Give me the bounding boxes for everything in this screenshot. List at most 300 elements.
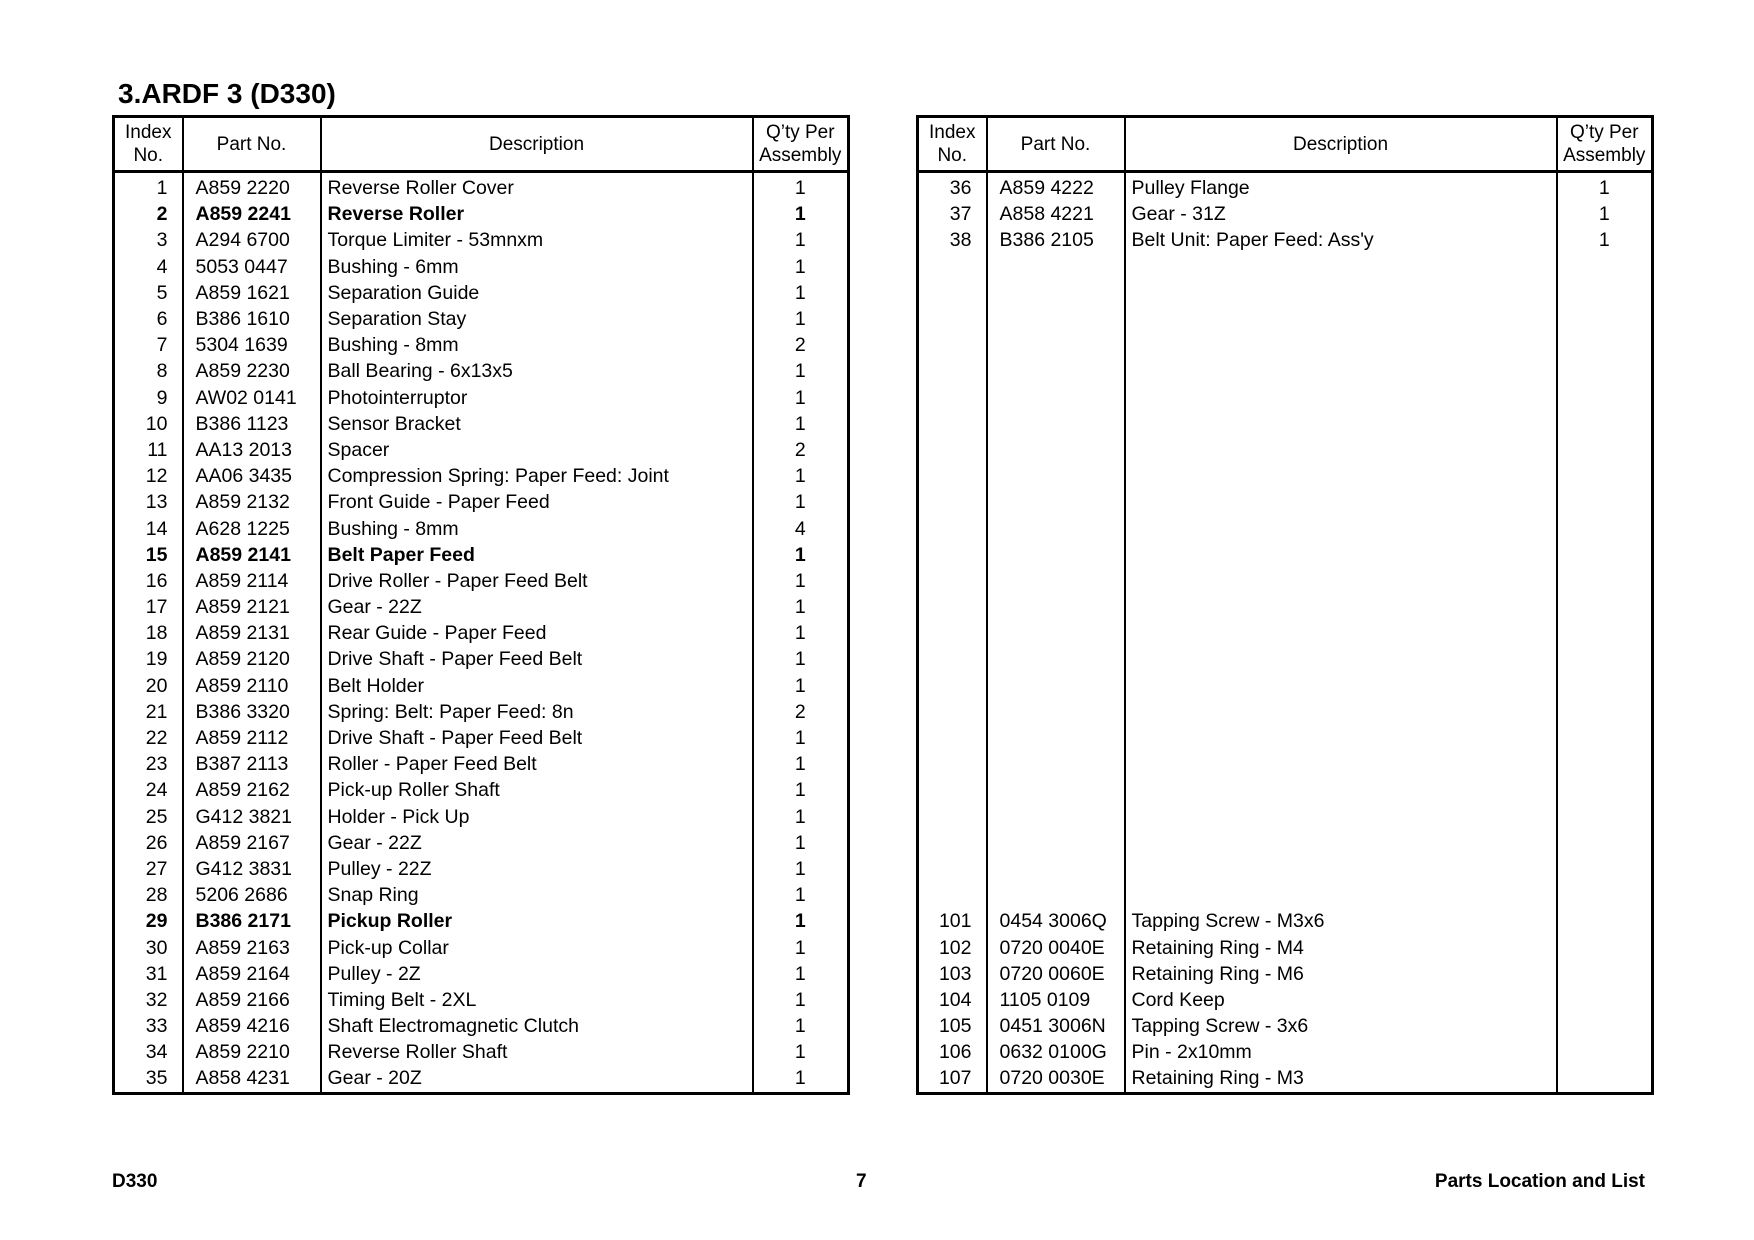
quantity-cell bbox=[1557, 568, 1653, 594]
quantity-cell bbox=[1557, 908, 1653, 934]
quantity-cell: 2 bbox=[794, 334, 806, 357]
description-cell: Gear - 22Z bbox=[321, 830, 753, 856]
part-number-cell: A859 2210 bbox=[183, 1039, 321, 1065]
index-cell: 4 bbox=[114, 254, 183, 280]
header-index: Index No. bbox=[114, 117, 183, 172]
parts-table-left-body bbox=[114, 172, 849, 1094]
index-cell: 38 bbox=[918, 227, 987, 253]
quantity-cell bbox=[1557, 280, 1653, 306]
description-cell: Compression Spring: Paper Feed: Joint bbox=[321, 463, 753, 489]
description-cell: Pick-up Collar bbox=[321, 934, 753, 960]
quantity-cell: 2 bbox=[794, 700, 806, 723]
index-cell: 20 bbox=[114, 673, 183, 699]
quantity-cell: 1 bbox=[794, 910, 806, 933]
part-number-cell bbox=[987, 332, 1125, 358]
quantity-cell bbox=[1557, 856, 1653, 882]
quantity-cell bbox=[1557, 358, 1653, 384]
quantity-cell: 1 bbox=[794, 1067, 806, 1090]
description-cell: Roller - Paper Feed Belt bbox=[321, 751, 753, 777]
index-cell bbox=[918, 725, 987, 751]
index-cell bbox=[918, 804, 987, 830]
table-row bbox=[114, 515, 849, 541]
table-row bbox=[114, 437, 849, 463]
table-row bbox=[114, 332, 849, 358]
table-row bbox=[918, 280, 1653, 306]
description-cell: Gear - 31Z bbox=[1125, 201, 1557, 227]
index-cell: 29 bbox=[114, 908, 183, 934]
quantity-cell: 4 bbox=[794, 517, 806, 540]
part-number-cell: A859 2164 bbox=[183, 961, 321, 987]
quantity-cell: 1 bbox=[794, 308, 806, 331]
quantity-cell: 1 bbox=[1598, 229, 1610, 252]
part-number-cell bbox=[987, 673, 1125, 699]
description-cell bbox=[1125, 280, 1557, 306]
quantity-cell: 2 bbox=[794, 438, 806, 461]
table-row bbox=[114, 646, 849, 672]
description-cell: Timing Belt - 2XL bbox=[321, 987, 753, 1013]
part-number-cell: A859 2167 bbox=[183, 830, 321, 856]
quantity-cell bbox=[1557, 777, 1653, 803]
description-cell bbox=[1125, 385, 1557, 411]
description-cell: Retaining Ring - M6 bbox=[1125, 961, 1557, 987]
part-number-cell bbox=[987, 751, 1125, 777]
table-row bbox=[114, 280, 849, 306]
index-cell: 37 bbox=[918, 201, 987, 227]
table-row bbox=[918, 751, 1653, 777]
index-cell: 5 bbox=[114, 280, 183, 306]
header-description: Description bbox=[1125, 117, 1557, 172]
description-cell: Ball Bearing - 6x13x5 bbox=[321, 358, 753, 384]
index-cell: 105 bbox=[918, 1013, 987, 1039]
description-cell: Tapping Screw - M3x6 bbox=[1125, 908, 1557, 934]
description-cell: Reverse Roller Shaft bbox=[321, 1039, 753, 1065]
description-cell: Separation Guide bbox=[321, 280, 753, 306]
index-cell bbox=[918, 332, 987, 358]
table-row bbox=[918, 437, 1653, 463]
index-cell: 12 bbox=[114, 463, 183, 489]
table-row bbox=[918, 777, 1653, 803]
part-number-cell bbox=[987, 542, 1125, 568]
description-cell: Pin - 2x10mm bbox=[1125, 1039, 1557, 1065]
index-cell: 19 bbox=[114, 646, 183, 672]
description-cell: Cord Keep bbox=[1125, 987, 1557, 1013]
description-cell: Drive Shaft - Paper Feed Belt bbox=[321, 725, 753, 751]
description-cell bbox=[1125, 673, 1557, 699]
part-number-cell: 0454 3006Q bbox=[987, 908, 1125, 934]
index-cell: 7 bbox=[114, 332, 183, 358]
table-row bbox=[918, 489, 1653, 515]
table-row bbox=[918, 172, 1653, 202]
index-cell bbox=[918, 620, 987, 646]
part-number-cell: A859 2166 bbox=[183, 987, 321, 1013]
table-row bbox=[918, 515, 1653, 541]
table-row bbox=[918, 646, 1653, 672]
quantity-cell bbox=[1557, 751, 1653, 777]
table-row bbox=[114, 1013, 849, 1039]
quantity-cell: 1 bbox=[794, 884, 806, 907]
description-cell bbox=[1125, 620, 1557, 646]
index-cell bbox=[918, 699, 987, 725]
index-cell: 32 bbox=[114, 987, 183, 1013]
part-number-cell bbox=[987, 725, 1125, 751]
index-cell: 11 bbox=[114, 437, 183, 463]
table-row bbox=[114, 463, 849, 489]
index-cell: 28 bbox=[114, 882, 183, 908]
description-cell bbox=[1125, 306, 1557, 332]
quantity-cell: 1 bbox=[794, 988, 806, 1011]
description-cell bbox=[1125, 332, 1557, 358]
table-header-row bbox=[918, 117, 1653, 172]
quantity-cell bbox=[1557, 332, 1653, 358]
description-cell: Pickup Roller bbox=[321, 908, 753, 934]
index-cell bbox=[918, 646, 987, 672]
index-cell: 21 bbox=[114, 699, 183, 725]
table-row bbox=[918, 332, 1653, 358]
part-number-cell: A859 2230 bbox=[183, 358, 321, 384]
quantity-cell bbox=[1557, 1039, 1653, 1065]
description-cell bbox=[1125, 804, 1557, 830]
quantity-cell bbox=[1557, 489, 1653, 515]
part-number-cell: A294 6700 bbox=[183, 227, 321, 253]
index-cell: 22 bbox=[114, 725, 183, 751]
table-row bbox=[114, 751, 849, 777]
table-row bbox=[918, 594, 1653, 620]
index-cell: 15 bbox=[114, 542, 183, 568]
header-index: Index No. bbox=[918, 117, 987, 172]
part-number-cell: A859 2114 bbox=[183, 568, 321, 594]
description-cell: Torque Limiter - 53mnxm bbox=[321, 227, 753, 253]
quantity-cell bbox=[1557, 411, 1653, 437]
description-cell bbox=[1125, 856, 1557, 882]
table-row bbox=[918, 882, 1653, 908]
quantity-cell bbox=[1557, 437, 1653, 463]
part-number-cell bbox=[987, 620, 1125, 646]
quantity-cell bbox=[1557, 542, 1653, 568]
description-cell: Retaining Ring - M3 bbox=[1125, 1065, 1557, 1093]
table-row bbox=[918, 358, 1653, 384]
index-cell bbox=[918, 280, 987, 306]
part-number-cell: B386 3320 bbox=[183, 699, 321, 725]
table-row bbox=[114, 620, 849, 646]
part-number-cell: A859 2241 bbox=[183, 201, 321, 227]
table-row bbox=[918, 542, 1653, 568]
quantity-cell: 1 bbox=[794, 569, 806, 592]
description-cell: Pick-up Roller Shaft bbox=[321, 777, 753, 803]
part-number-cell: 5053 0447 bbox=[183, 254, 321, 280]
index-cell: 6 bbox=[114, 306, 183, 332]
table-row bbox=[918, 699, 1653, 725]
part-number-cell: 0720 0040E bbox=[987, 934, 1125, 960]
part-number-cell bbox=[987, 411, 1125, 437]
part-number-cell bbox=[987, 306, 1125, 332]
part-number-cell bbox=[987, 568, 1125, 594]
description-cell: Sensor Bracket bbox=[321, 411, 753, 437]
quantity-cell: 1 bbox=[794, 962, 806, 985]
index-cell: 23 bbox=[114, 751, 183, 777]
table-row bbox=[918, 254, 1653, 280]
quantity-cell bbox=[1557, 594, 1653, 620]
description-cell bbox=[1125, 777, 1557, 803]
quantity-cell bbox=[1557, 961, 1653, 987]
description-cell: Pulley - 2Z bbox=[321, 961, 753, 987]
description-cell bbox=[1125, 437, 1557, 463]
index-cell: 3 bbox=[114, 227, 183, 253]
table-row bbox=[918, 1013, 1653, 1039]
quantity-cell bbox=[1557, 830, 1653, 856]
quantity-cell bbox=[1557, 725, 1653, 751]
table-row bbox=[114, 385, 849, 411]
index-cell: 17 bbox=[114, 594, 183, 620]
index-cell bbox=[918, 830, 987, 856]
table-row bbox=[918, 1039, 1653, 1065]
footer-page-number: 7 bbox=[856, 1171, 867, 1192]
part-number-cell bbox=[987, 385, 1125, 411]
description-cell: Front Guide - Paper Feed bbox=[321, 489, 753, 515]
part-number-cell: A859 2121 bbox=[183, 594, 321, 620]
index-cell bbox=[918, 856, 987, 882]
quantity-cell bbox=[1557, 1065, 1653, 1093]
table-row bbox=[114, 777, 849, 803]
table-row bbox=[918, 385, 1653, 411]
quantity-cell: 1 bbox=[794, 779, 806, 802]
index-cell: 2 bbox=[114, 201, 183, 227]
table-row bbox=[918, 411, 1653, 437]
description-cell: Holder - Pick Up bbox=[321, 804, 753, 830]
part-number-cell: A859 2162 bbox=[183, 777, 321, 803]
table-row bbox=[114, 568, 849, 594]
index-cell bbox=[918, 751, 987, 777]
part-number-cell: AA13 2013 bbox=[183, 437, 321, 463]
table-row bbox=[114, 882, 849, 908]
quantity-cell bbox=[1557, 306, 1653, 332]
part-number-cell: A859 2110 bbox=[183, 673, 321, 699]
part-number-cell bbox=[987, 856, 1125, 882]
index-cell: 31 bbox=[114, 961, 183, 987]
quantity-cell: 1 bbox=[794, 857, 806, 880]
part-number-cell: A859 2141 bbox=[183, 542, 321, 568]
part-number-cell bbox=[987, 463, 1125, 489]
table-row bbox=[918, 306, 1653, 332]
description-cell bbox=[1125, 515, 1557, 541]
quantity-cell: 1 bbox=[794, 543, 806, 566]
quantity-cell: 1 bbox=[794, 1015, 806, 1038]
description-cell: Belt Unit: Paper Feed: Ass'y bbox=[1125, 227, 1557, 253]
part-number-cell bbox=[987, 646, 1125, 672]
part-number-cell: A859 2120 bbox=[183, 646, 321, 672]
description-cell: Spring: Belt: Paper Feed: 8n bbox=[321, 699, 753, 725]
table-row bbox=[114, 489, 849, 515]
index-cell: 13 bbox=[114, 489, 183, 515]
quantity-cell: 1 bbox=[794, 491, 806, 514]
index-cell: 10 bbox=[114, 411, 183, 437]
part-number-cell: A858 4231 bbox=[183, 1065, 321, 1093]
table-row bbox=[114, 961, 849, 987]
description-cell bbox=[1125, 411, 1557, 437]
part-number-cell: A859 4216 bbox=[183, 1013, 321, 1039]
footer-section-title: Parts Location and List bbox=[1434, 1171, 1645, 1192]
index-cell bbox=[918, 358, 987, 384]
index-cell bbox=[918, 306, 987, 332]
header-part-no: Part No. bbox=[987, 117, 1125, 172]
part-number-cell: 0720 0060E bbox=[987, 961, 1125, 987]
quantity-cell: 1 bbox=[794, 412, 806, 435]
index-cell: 16 bbox=[114, 568, 183, 594]
description-cell: Belt Holder bbox=[321, 673, 753, 699]
quantity-cell: 1 bbox=[794, 360, 806, 383]
description-cell bbox=[1125, 751, 1557, 777]
part-number-cell: B386 1123 bbox=[183, 411, 321, 437]
part-number-cell: A859 2131 bbox=[183, 620, 321, 646]
table-row bbox=[918, 934, 1653, 960]
index-cell: 24 bbox=[114, 777, 183, 803]
quantity-cell: 1 bbox=[794, 229, 806, 252]
table-row bbox=[918, 201, 1653, 227]
quantity-cell: 1 bbox=[794, 177, 806, 200]
table-row bbox=[114, 934, 849, 960]
table-row bbox=[114, 856, 849, 882]
quantity-cell bbox=[1557, 804, 1653, 830]
index-cell bbox=[918, 673, 987, 699]
quantity-cell bbox=[1557, 1013, 1653, 1039]
part-number-cell: B387 2113 bbox=[183, 751, 321, 777]
table-row bbox=[918, 804, 1653, 830]
table-row bbox=[114, 804, 849, 830]
parts-table-right-body bbox=[918, 172, 1653, 1094]
header-part-no: Part No. bbox=[183, 117, 321, 172]
quantity-cell: 1 bbox=[794, 281, 806, 304]
table-row bbox=[918, 463, 1653, 489]
index-cell: 101 bbox=[918, 908, 987, 934]
table-row bbox=[114, 542, 849, 568]
index-cell bbox=[918, 542, 987, 568]
description-cell: Belt Paper Feed bbox=[321, 542, 753, 568]
quantity-cell bbox=[1557, 987, 1653, 1013]
index-cell bbox=[918, 489, 987, 515]
index-cell bbox=[918, 777, 987, 803]
table-row bbox=[114, 673, 849, 699]
quantity-cell: 1 bbox=[1598, 203, 1610, 226]
index-cell: 18 bbox=[114, 620, 183, 646]
part-number-cell: B386 2105 bbox=[987, 227, 1125, 253]
quantity-cell: 1 bbox=[794, 805, 806, 828]
index-cell: 8 bbox=[114, 358, 183, 384]
index-cell bbox=[918, 463, 987, 489]
footer-model: D330 bbox=[112, 1171, 158, 1192]
description-cell bbox=[1125, 725, 1557, 751]
part-number-cell: A859 2220 bbox=[183, 172, 321, 202]
part-number-cell: AW02 0141 bbox=[183, 385, 321, 411]
part-number-cell: 1105 0109 bbox=[987, 987, 1125, 1013]
part-number-cell bbox=[987, 830, 1125, 856]
table-row bbox=[114, 830, 849, 856]
index-cell: 35 bbox=[114, 1065, 183, 1093]
quantity-cell: 1 bbox=[794, 648, 806, 671]
quantity-cell bbox=[1557, 646, 1653, 672]
parts-table-left bbox=[112, 115, 850, 1095]
quantity-cell bbox=[1557, 620, 1653, 646]
page-title: 3.ARDF 3 (D330) bbox=[118, 78, 336, 109]
table-row bbox=[114, 725, 849, 751]
table-row bbox=[114, 699, 849, 725]
index-cell: 1 bbox=[114, 172, 183, 202]
part-number-cell bbox=[987, 254, 1125, 280]
quantity-cell bbox=[1557, 515, 1653, 541]
index-cell bbox=[918, 568, 987, 594]
part-number-cell: 0632 0100G bbox=[987, 1039, 1125, 1065]
quantity-cell bbox=[1557, 254, 1653, 280]
description-cell: Gear - 20Z bbox=[321, 1065, 753, 1093]
quantity-cell bbox=[1557, 385, 1653, 411]
table-row bbox=[918, 961, 1653, 987]
index-cell bbox=[918, 437, 987, 463]
quantity-cell bbox=[1557, 699, 1653, 725]
table-row bbox=[918, 830, 1653, 856]
description-cell: Shaft Electromagnetic Clutch bbox=[321, 1013, 753, 1039]
part-number-cell bbox=[987, 489, 1125, 515]
part-number-cell bbox=[987, 804, 1125, 830]
table-row bbox=[114, 172, 849, 202]
table-row bbox=[114, 254, 849, 280]
index-cell: 36 bbox=[918, 172, 987, 202]
description-cell bbox=[1125, 699, 1557, 725]
table-row bbox=[114, 358, 849, 384]
quantity-cell: 1 bbox=[794, 203, 806, 226]
table-row bbox=[114, 201, 849, 227]
part-number-cell: A858 4221 bbox=[987, 201, 1125, 227]
quantity-cell bbox=[1557, 934, 1653, 960]
table-row bbox=[918, 568, 1653, 594]
description-cell: Spacer bbox=[321, 437, 753, 463]
index-cell: 14 bbox=[114, 515, 183, 541]
description-cell: Bushing - 6mm bbox=[321, 254, 753, 280]
table-row bbox=[918, 620, 1653, 646]
quantity-cell: 1 bbox=[794, 465, 806, 488]
quantity-cell: 1 bbox=[794, 622, 806, 645]
index-cell bbox=[918, 385, 987, 411]
table-row bbox=[114, 1065, 849, 1093]
description-cell bbox=[1125, 463, 1557, 489]
description-cell: Snap Ring bbox=[321, 882, 753, 908]
description-cell: Tapping Screw - 3x6 bbox=[1125, 1013, 1557, 1039]
description-cell: Drive Roller - Paper Feed Belt bbox=[321, 568, 753, 594]
description-cell: Photointerruptor bbox=[321, 385, 753, 411]
description-cell: Retaining Ring - M4 bbox=[1125, 934, 1557, 960]
table-row bbox=[114, 227, 849, 253]
part-number-cell: G412 3821 bbox=[183, 804, 321, 830]
description-cell: Bushing - 8mm bbox=[321, 332, 753, 358]
table-row bbox=[918, 1065, 1653, 1093]
description-cell bbox=[1125, 358, 1557, 384]
index-cell bbox=[918, 882, 987, 908]
quantity-cell bbox=[1557, 463, 1653, 489]
description-cell: Gear - 22Z bbox=[321, 594, 753, 620]
description-cell: Separation Stay bbox=[321, 306, 753, 332]
index-cell: 33 bbox=[114, 1013, 183, 1039]
part-number-cell: 0451 3006N bbox=[987, 1013, 1125, 1039]
parts-table-right bbox=[916, 115, 1654, 1095]
description-cell bbox=[1125, 254, 1557, 280]
part-number-cell: B386 2171 bbox=[183, 908, 321, 934]
part-number-cell: G412 3831 bbox=[183, 856, 321, 882]
description-cell bbox=[1125, 542, 1557, 568]
part-number-cell: 5304 1639 bbox=[183, 332, 321, 358]
part-number-cell bbox=[987, 437, 1125, 463]
part-number-cell: AA06 3435 bbox=[183, 463, 321, 489]
index-cell: 102 bbox=[918, 934, 987, 960]
header-qty: Q’ty Per Assembly bbox=[1557, 117, 1653, 172]
description-cell bbox=[1125, 568, 1557, 594]
description-cell: Reverse Roller bbox=[321, 201, 753, 227]
